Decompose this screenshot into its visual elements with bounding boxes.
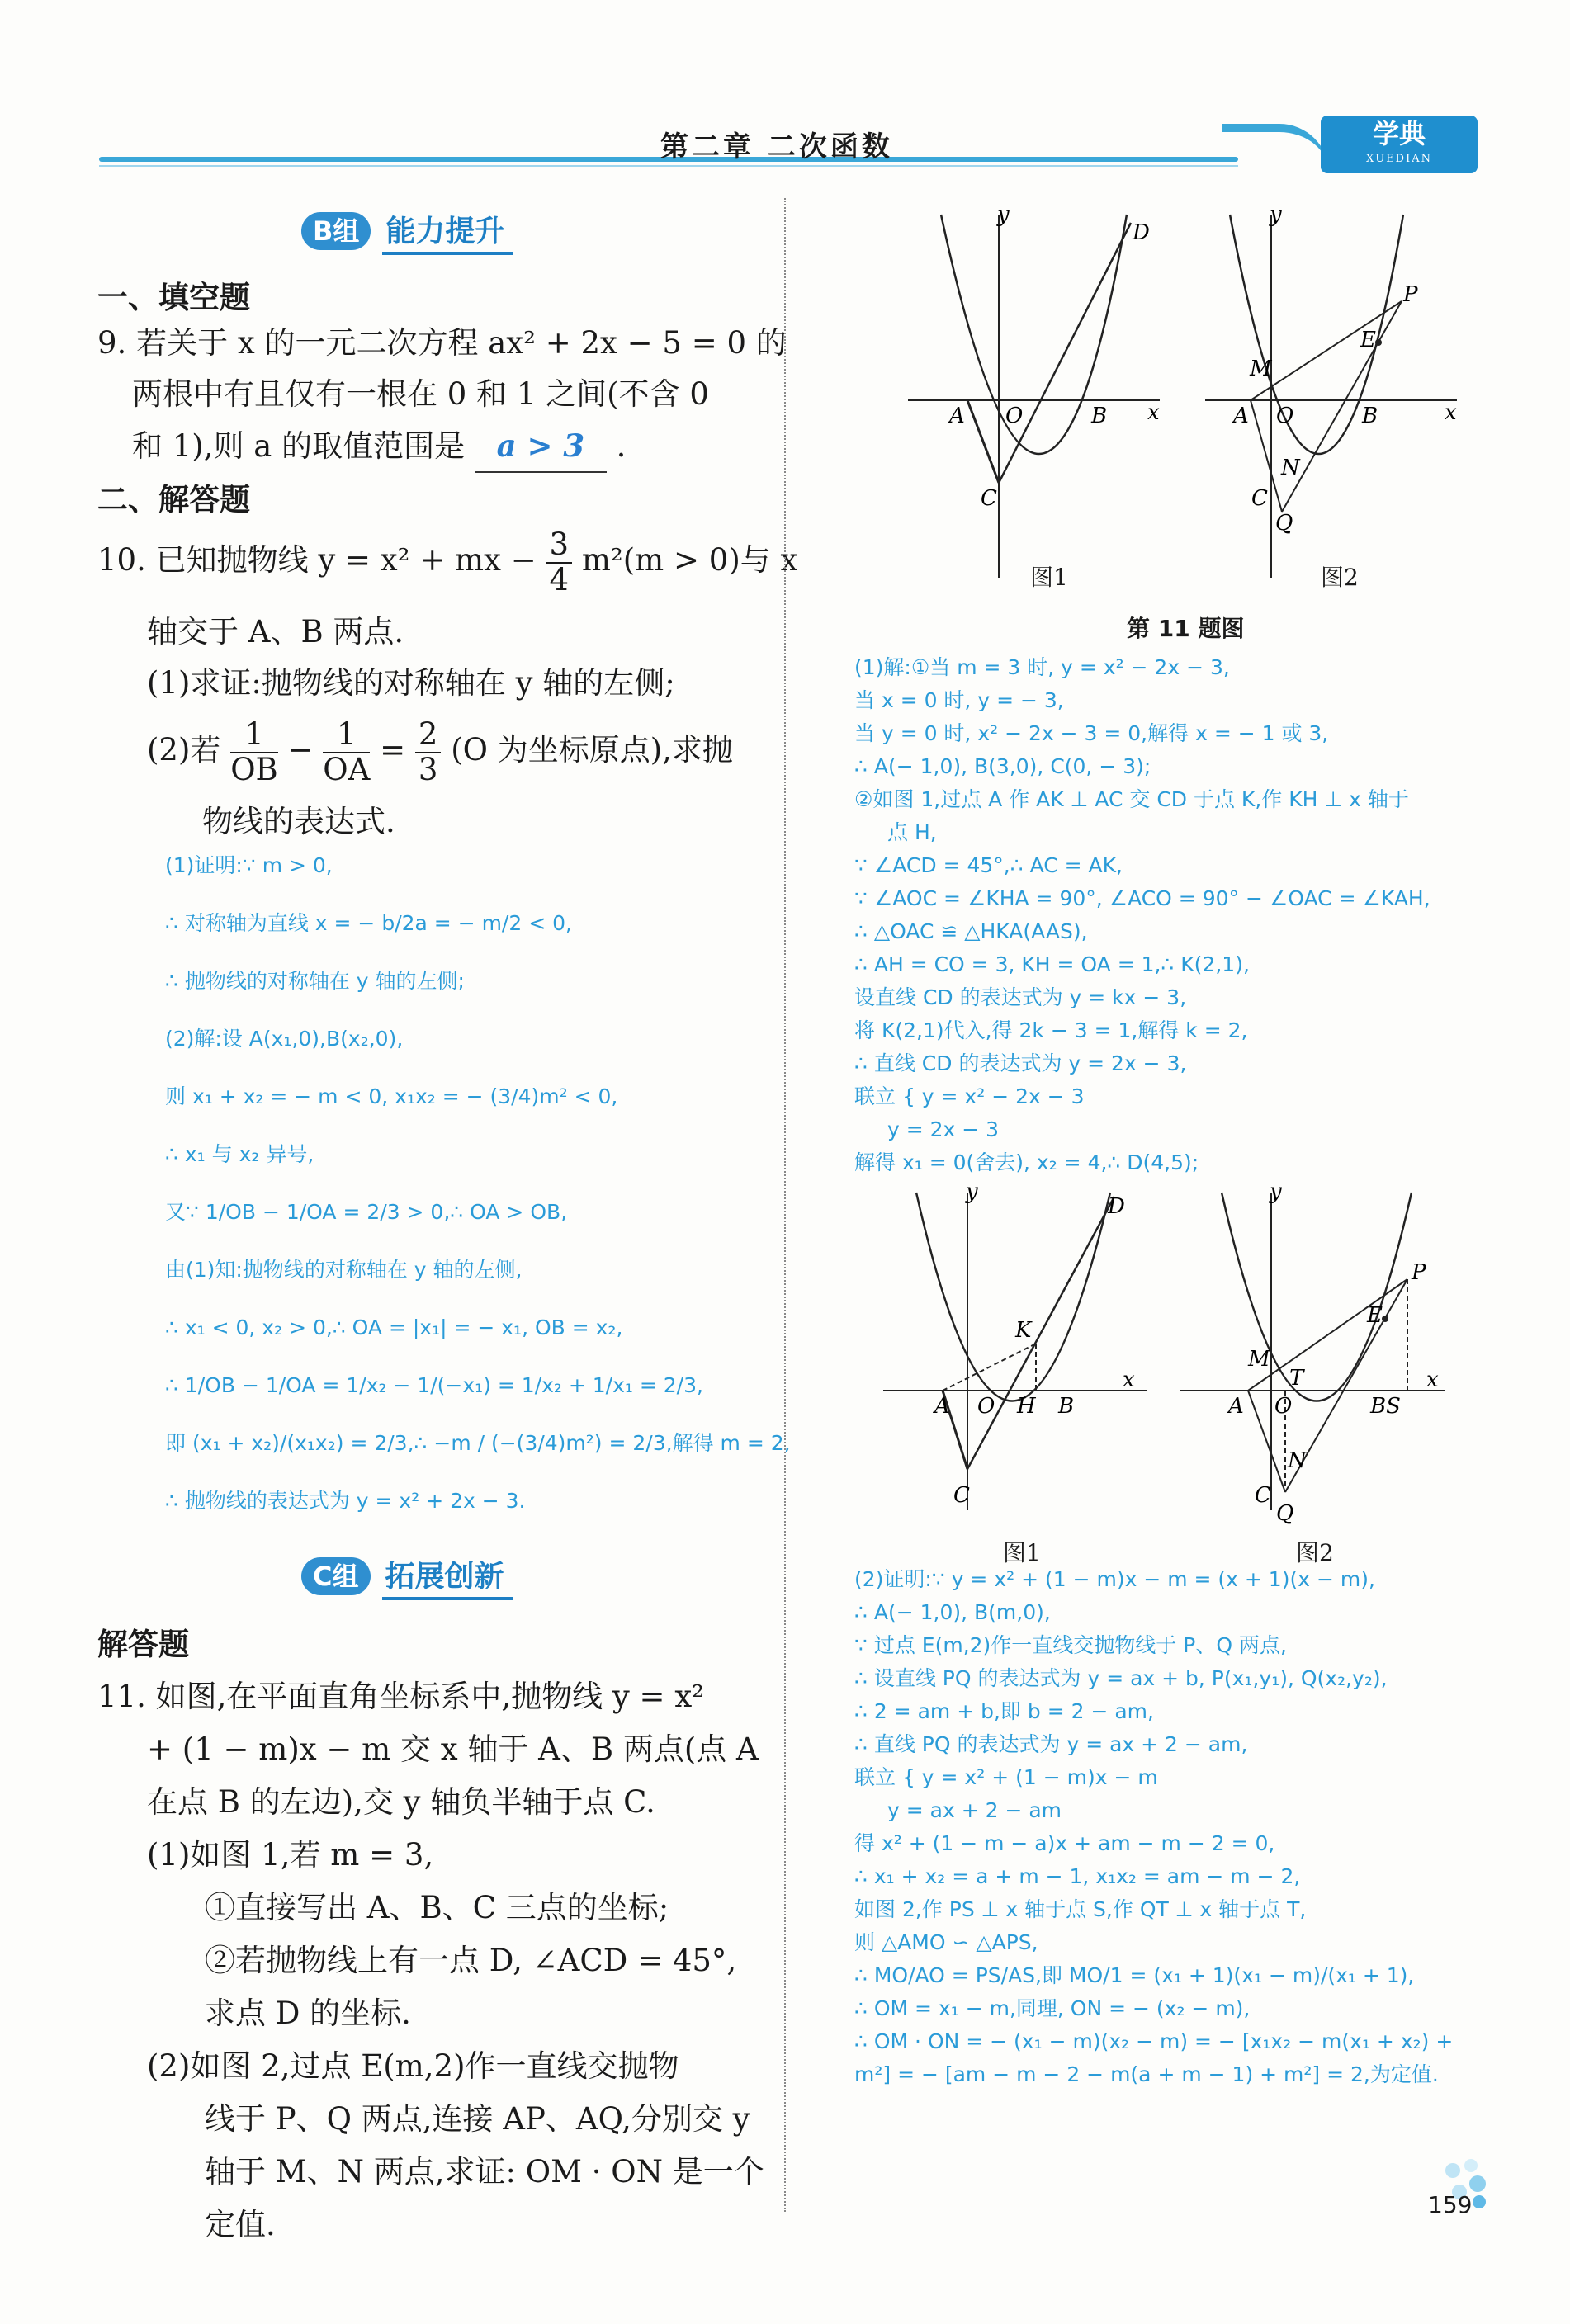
- fig1-top: [908, 202, 1160, 578]
- q10-l4b: (O 为坐标原点),求抛: [451, 732, 733, 768]
- q11-line: 求点 D 的坐标.: [205, 1996, 411, 2031]
- label-y: y: [1270, 202, 1282, 227]
- group-c-title: [301, 1556, 513, 1597]
- q11-line: ②若抛物线上有一点 D, ∠ACD = 45°,: [205, 1943, 737, 1978]
- q10-line1: [97, 528, 797, 597]
- label-D: D: [1133, 220, 1150, 245]
- q10-line5: 物线的表达式.: [202, 804, 395, 839]
- q10-l1b: m²(m > 0)与 x: [581, 542, 798, 579]
- brand-name: 学典: [1372, 118, 1426, 149]
- q11-line: (2)如图 2,过点 E(m,2)作一直线交抛物: [147, 2048, 679, 2084]
- a11a-line: 当 y = 0 时, x² − 2x − 3 = 0,解得 x = − 1 或 3,: [854, 721, 1329, 745]
- label-y: y: [966, 1180, 978, 1204]
- figure-11-top: [900, 198, 1478, 611]
- frac-num: 3: [546, 528, 573, 564]
- q9-line2: 两根中有且仅有一根在 0 和 1 之间(不含 0: [132, 376, 709, 412]
- label-A: A: [1228, 1394, 1244, 1419]
- fig2-bottom-caption: 图2: [1296, 1539, 1334, 1566]
- label-x: x: [1426, 1367, 1439, 1392]
- q11-line: 线于 P、Q 两点,连接 AP、AQ,分别交 y: [205, 2101, 750, 2137]
- fig1-caption: 图1: [1030, 564, 1068, 591]
- label-Q: Q: [1276, 1501, 1294, 1526]
- label-M: M: [1250, 357, 1272, 381]
- q10-l1a: 10. 已知抛物线 y = x² + mx −: [97, 542, 537, 579]
- chapter-title: 第二章 二次函数: [660, 130, 893, 163]
- label-D: D: [1108, 1194, 1125, 1219]
- a11b-line: 如图 2,作 PS ⊥ x 轴于点 S,作 QT ⊥ x 轴于点 T,: [854, 1897, 1307, 1921]
- brand-name-en: XUEDIAN: [1365, 153, 1433, 165]
- header-swoosh: [1222, 124, 1329, 177]
- label-K: K: [1015, 1318, 1032, 1343]
- a10-line: 则 x₁ + x₂ = − m < 0, x₁x₂ = − (3/4)m² < 0,: [165, 1084, 618, 1108]
- q9-line3-text: 和 1),则 a 的取值范围是: [132, 428, 466, 464]
- a10-line: (2)解:设 A(x₁,0),B(x₂,0),: [165, 1027, 404, 1051]
- a11b-line: ∴ OM · ON = − (x₁ − m)(x₂ − m) = − [x₁x₂ − m(x₁ + x₂) +: [854, 2029, 1454, 2053]
- fig1-bottom: [883, 1180, 1147, 1510]
- a11a-line: ∵ ∠ACD = 45°,∴ AC = AK,: [854, 853, 1123, 877]
- frac-den: OB: [230, 751, 278, 787]
- label-A: A: [934, 1394, 950, 1419]
- a11a-line: 将 K(2,1)代入,得 2k − 3 = 1,解得 k = 2,: [854, 1018, 1248, 1042]
- label-H: H: [1017, 1394, 1036, 1419]
- q9-line1: 9. 若关于 x 的一元二次方程 ax² + 2x − 5 = 0 的: [97, 325, 787, 361]
- q10-line2: 轴交于 A、B 两点.: [147, 614, 404, 649]
- a11a-line: ∴ AH = CO = 3, KH = OA = 1,∴ K(2,1),: [854, 952, 1250, 976]
- a11b-line: ∴ 设直线 PQ 的表达式为 y = ax + b, P(x₁,y₁), Q(x₂,y₂),: [854, 1666, 1388, 1690]
- a10-line: ∴ 1/OB − 1/OA = 1/x₂ − 1/(−x₁) = 1/x₂ + 1/x₁ = 2/3,: [165, 1373, 703, 1397]
- section-fill-blank: 一、填空题: [97, 280, 250, 315]
- label-C: C: [1255, 1483, 1271, 1508]
- fig1-bottom-caption: 图1: [1003, 1539, 1041, 1566]
- label-O: O: [1274, 1394, 1293, 1419]
- a10-line: ∴ x₁ < 0, x₂ > 0,∴ OA = |x₁| = − x₁, OB = x₂,: [165, 1316, 623, 1339]
- line-ap: [1251, 301, 1402, 400]
- label-P: P: [1412, 1260, 1426, 1285]
- header-rule-thin: [99, 165, 1238, 167]
- frac-den: 3: [418, 751, 438, 787]
- q11-line: ①直接写出 A、B、C 三点的坐标;: [205, 1890, 669, 1925]
- a10-line: ∴ 对称轴为直线 x = − b/2a = − m/2 < 0,: [165, 911, 572, 935]
- a11b-line: ∴ MO/AO = PS/AS,即 MO/1 = (x₁ + 1)(x₁ − m)/(x₁ + 1),: [854, 1963, 1415, 1987]
- label-E: E: [1367, 1303, 1383, 1328]
- group-b-label: 能力提升: [382, 208, 513, 255]
- a11b-line: (2)证明:∵ y = x² + (1 − m)x − m = (x + 1)(x − m),: [854, 1567, 1375, 1591]
- a10-line: 由(1)知:抛物线的对称轴在 y 轴的左侧,: [165, 1258, 523, 1282]
- line-cd: [967, 1197, 1114, 1469]
- a11b-line: ∴ 2 = am + b,即 b = 2 − am,: [854, 1699, 1154, 1723]
- q10-line3: (1)求证:抛物线的对称轴在 y 轴的左侧;: [147, 665, 675, 701]
- a11a-line: ②如图 1,过点 A 作 AK ⊥ AC 交 CD 于点 K,作 KH ⊥ x 轴于: [854, 787, 1409, 811]
- label-Q: Q: [1275, 511, 1293, 536]
- a10-line: (1)证明:∵ m > 0,: [165, 853, 333, 877]
- label-BS: BS: [1370, 1394, 1401, 1419]
- label-C: C: [953, 1483, 970, 1508]
- point-E: [1375, 339, 1382, 346]
- q10-line4: [147, 718, 733, 786]
- q11-line: 轴于 M、N 两点,求证: OM · ON 是一个: [205, 2154, 764, 2189]
- a10-line: ∴ 抛物线的表达式为 y = x² + 2x − 3.: [165, 1489, 526, 1513]
- a11a-line: 当 x = 0 时, y = − 3,: [854, 688, 1064, 712]
- group-b-title: [301, 210, 513, 252]
- q9-line3: [132, 420, 626, 473]
- a11b-line: m²] = − [am − m − 2 − m(a + m − 1) + m²] = 2,为定值.: [854, 2062, 1439, 2086]
- figure-11-solution: [875, 1180, 1469, 1560]
- a11a-line: (1)解:①当 m = 3 时, y = x² − 2x − 3,: [854, 655, 1230, 679]
- a11a-line: ∴ A(− 1,0), B(3,0), C(0, − 3);: [854, 754, 1151, 778]
- fig2-bottom: [1180, 1180, 1445, 1526]
- section-solve-c: 解答题: [97, 1627, 189, 1662]
- group-c-label: 拓展创新: [382, 1553, 513, 1600]
- frac-den: 4: [549, 561, 570, 598]
- line-pq: [1282, 301, 1402, 512]
- a10-line: 即 (x₁ + x₂)/(x₁x₂) = 2/3,∴ −m / (−(3/4)m²) = 2/3,解得 m = 2,: [165, 1431, 791, 1455]
- a11a-line: y = 2x − 3: [887, 1117, 1000, 1141]
- group-c-badge: C组: [301, 1557, 371, 1595]
- label-N: N: [1288, 1448, 1307, 1473]
- a10-line: 又∵ 1/OB − 1/OA = 2/3 > 0,∴ OA > OB,: [165, 1200, 568, 1224]
- page-number: 159: [1428, 2191, 1473, 2218]
- frac-num: 1: [323, 718, 370, 753]
- q10-frac-1-oa: [323, 718, 370, 786]
- a11a-line: ∴ △OAC ≌ △HKA(AAS),: [854, 919, 1088, 943]
- q10-frac-2-3: [415, 718, 442, 786]
- frac-num: 1: [230, 718, 278, 753]
- label-A: A: [949, 404, 965, 428]
- label-x: x: [1123, 1367, 1135, 1392]
- q10-frac-3-4: [546, 528, 573, 597]
- label-E: E: [1360, 328, 1376, 352]
- q10-l4a: (2)若: [147, 732, 221, 768]
- a11b-line: ∴ x₁ + x₂ = a + m − 1, x₁x₂ = am − m − 2,: [854, 1864, 1301, 1888]
- label-x: x: [1147, 400, 1160, 425]
- a11b-line: 则 △AMO ∽ △APS,: [854, 1930, 1038, 1954]
- q11-line: 定值.: [205, 2207, 276, 2242]
- label-y: y: [1270, 1180, 1282, 1204]
- q9-answer-blank: a > 3: [475, 420, 607, 473]
- label-O: O: [1276, 404, 1294, 428]
- label-y: y: [997, 202, 1010, 227]
- a11a-line: 联立 { y = x² − 2x − 3: [854, 1084, 1085, 1108]
- a11b-line: 得 x² + (1 − m − a)x + am − m − 2 = 0,: [854, 1831, 1275, 1855]
- a11b-line: 联立 { y = x² + (1 − m)x − m: [854, 1765, 1158, 1789]
- q10-equals: =: [380, 732, 406, 768]
- a10-line: ∴ x₁ 与 x₂ 异号,: [165, 1142, 314, 1166]
- label-N: N: [1281, 456, 1300, 480]
- q11-line: (1)如图 1,若 m = 3,: [147, 1837, 434, 1873]
- label-x: x: [1445, 400, 1457, 425]
- q11-line: + (1 − m)x − m 交 x 轴于 A、B 两点(点 A: [147, 1731, 759, 1767]
- frac-num: 2: [415, 718, 442, 753]
- a11a-line: 点 H,: [887, 820, 937, 844]
- a11a-line: ∵ ∠AOC = ∠KHA = 90°, ∠ACO = 90° − ∠OAC = ∠KAH,: [854, 886, 1430, 910]
- fig2-caption: 图2: [1321, 564, 1359, 591]
- frac-den: OA: [323, 751, 371, 787]
- a11b-line: ∴ A(− 1,0), B(m,0),: [854, 1600, 1051, 1624]
- line-cd: [999, 223, 1131, 483]
- column-divider: [784, 198, 786, 2212]
- a11a-line: ∴ 直线 CD 的表达式为 y = 2x − 3,: [854, 1051, 1187, 1075]
- section-solve: 二、解答题: [97, 482, 250, 517]
- label-T: T: [1289, 1366, 1304, 1391]
- a11a-line: 设直线 CD 的表达式为 y = kx − 3,: [854, 985, 1187, 1009]
- label-B: B: [1058, 1394, 1075, 1419]
- label-A: A: [1233, 404, 1249, 428]
- fig2-top: [1205, 202, 1457, 578]
- q11-line: 在点 B 的左边),交 y 轴负半轴于点 C.: [147, 1784, 655, 1820]
- label-C: C: [1251, 486, 1268, 511]
- label-P: P: [1403, 282, 1418, 307]
- a11b-line: ∴ OM = x₁ − m,同理, ON = − (x₂ − m),: [854, 1996, 1251, 2020]
- q11-line: 11. 如图,在平面直角坐标系中,抛物线 y = x²: [97, 1679, 705, 1714]
- label-C: C: [981, 486, 997, 511]
- a11a-line: 解得 x₁ = 0(舍去), x₂ = 4,∴ D(4,5);: [854, 1150, 1199, 1174]
- label-O: O: [1005, 404, 1024, 428]
- label-M: M: [1248, 1347, 1270, 1372]
- q9-line3-end: .: [616, 428, 627, 464]
- group-b-badge: B组: [301, 212, 371, 250]
- q10-frac-1-ob: [230, 718, 278, 786]
- label-B: B: [1091, 404, 1108, 428]
- brand-logo: [1321, 116, 1478, 173]
- a11b-line: ∵ 过点 E(m,2)作一直线交抛物线于 P、Q 两点,: [854, 1633, 1287, 1657]
- a10-line: ∴ 抛物线的对称轴在 y 轴的左侧;: [165, 969, 465, 993]
- parabola: [916, 1193, 1110, 1401]
- label-O: O: [977, 1394, 995, 1419]
- figure-title: 第 11 题图: [1127, 615, 1245, 642]
- a11b-line: y = ax + 2 − am: [887, 1798, 1062, 1822]
- point-E: [1382, 1316, 1388, 1322]
- a11b-line: ∴ 直线 PQ 的表达式为 y = ax + 2 − am,: [854, 1732, 1248, 1756]
- label-B: B: [1362, 404, 1378, 428]
- segment-ac: [967, 400, 999, 483]
- q10-minus: −: [287, 732, 314, 768]
